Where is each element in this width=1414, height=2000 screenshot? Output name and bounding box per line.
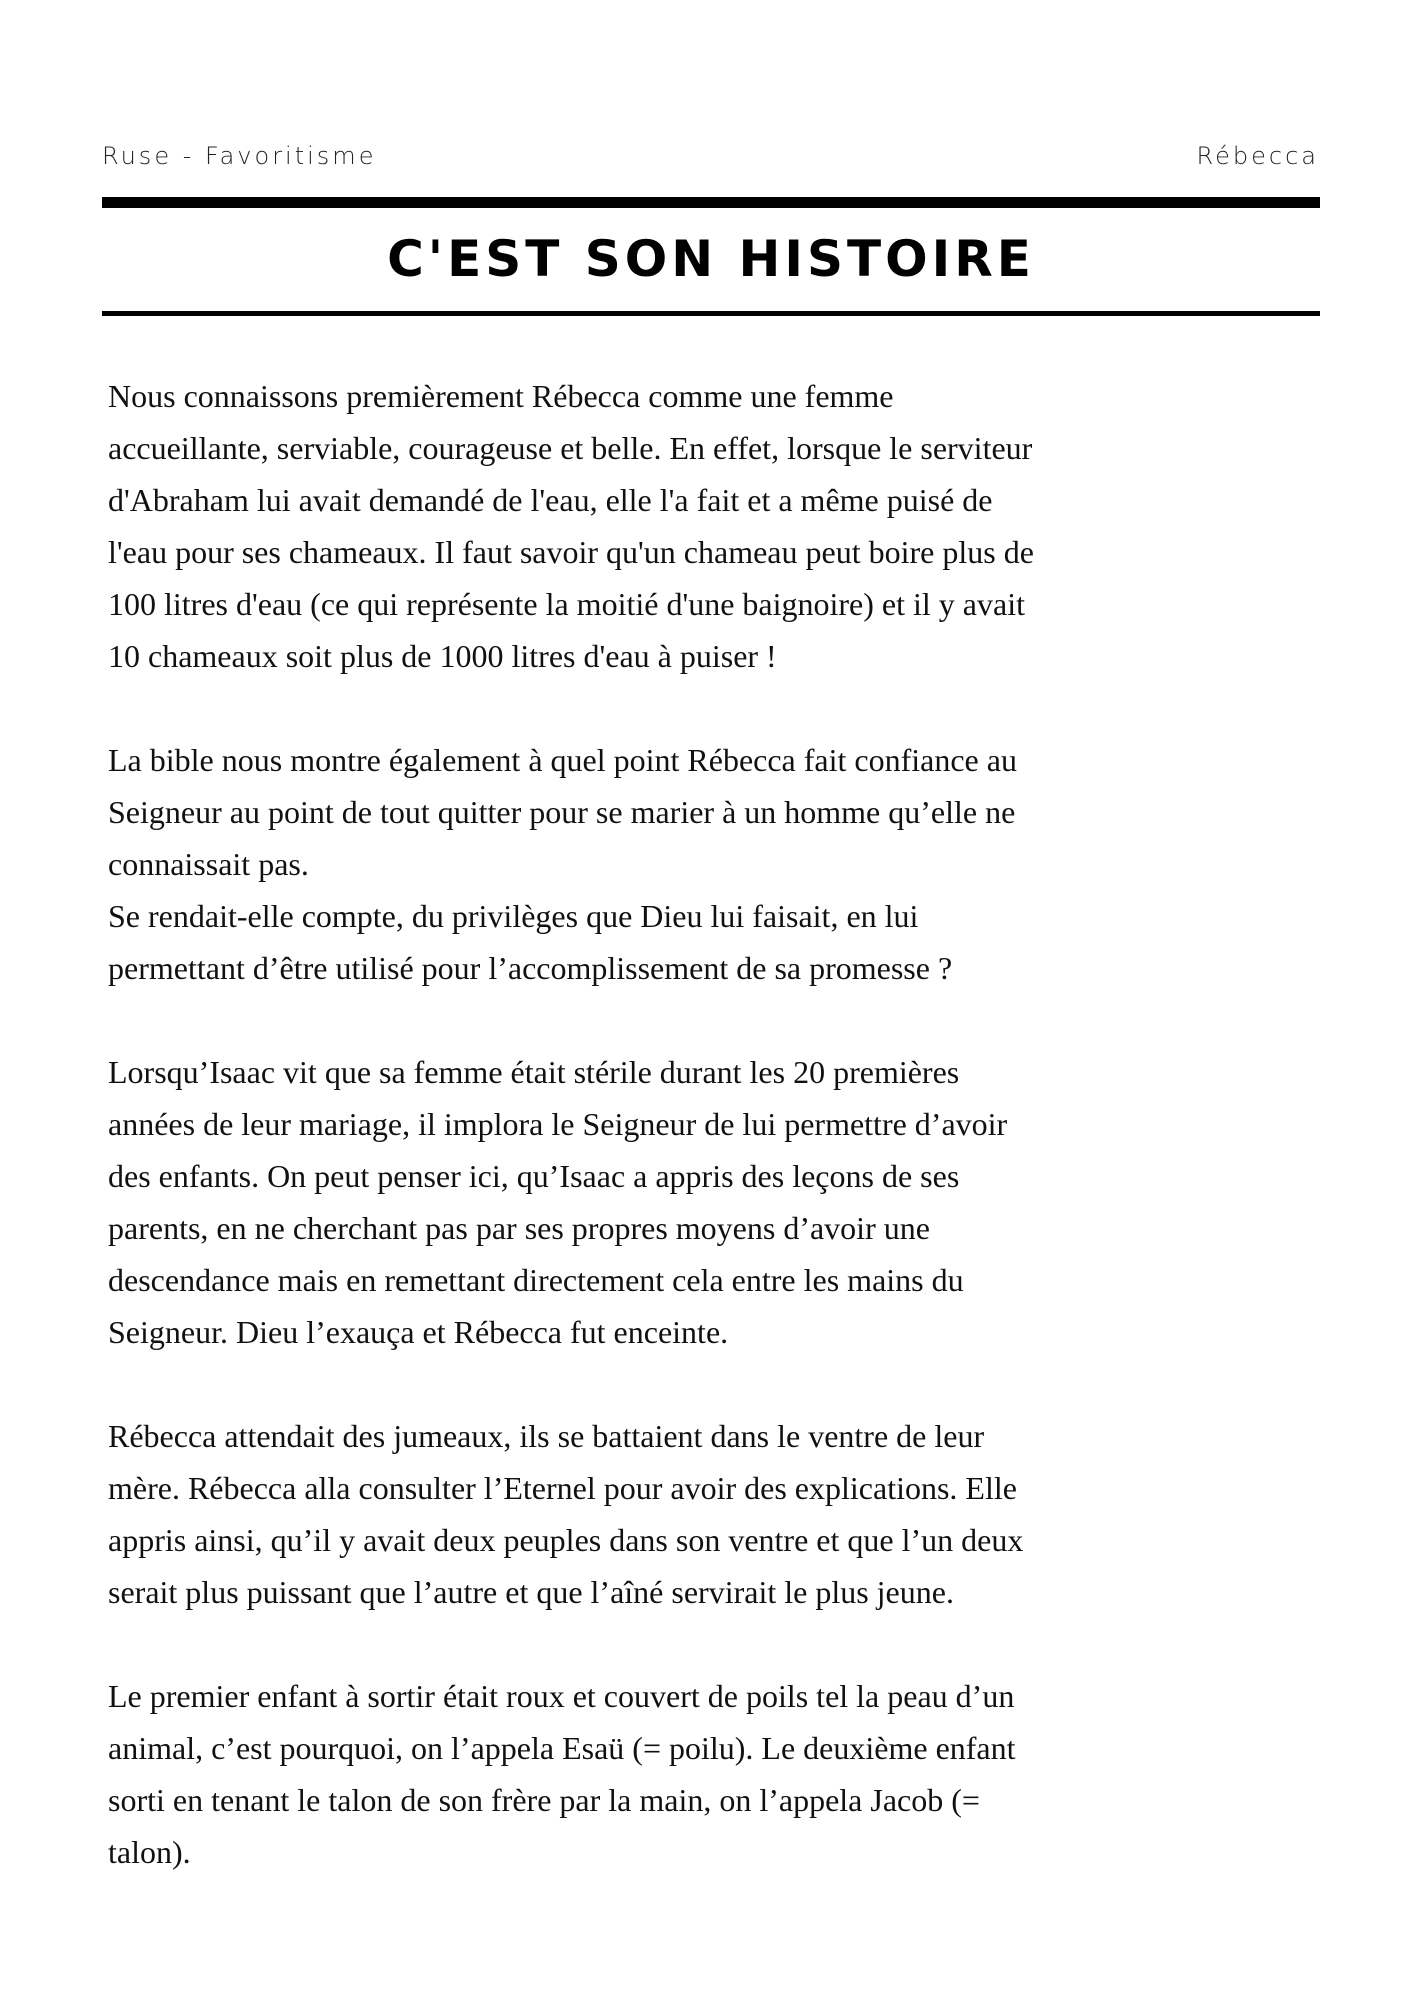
text-line: Se rendait-elle compte, du privilèges que Dieu lui faisait, en lui [108,898,919,934]
paragraph [108,1670,1338,1878]
text-line: sorti en tenant le talon de son frère par la main, on l’appela Jacob (= [108,1782,980,1818]
text-line: des enfants. On peut penser ici, qu’Isaac a appris des leçons de ses [108,1158,960,1194]
paragraph [108,1046,1338,1358]
text-line: animal, c’est pourquoi, on l’appela Esaü (= poilu). Le deuxième enfant [108,1730,1016,1766]
text-line: appris ainsi, qu’il y avait deux peuples dans son ventre et que l’un deux [108,1522,1024,1558]
text-line: années de leur mariage, il implora le Seigneur de lui permettre d’avoir [108,1106,1008,1142]
body-text [108,370,1338,1930]
text-line: Nous connaissons premièrement Rébecca comme une femme [108,378,894,414]
text-line: Rébecca attendait des jumeaux, ils se battaient dans le ventre de leur [108,1418,985,1454]
page-title: C'EST SON HISTOIRE [387,230,1035,288]
text-line: descendance mais en remettant directement cela entre les mains du [108,1262,964,1298]
header-character: Rébecca [1196,142,1319,170]
text-line: accueillante, serviable, courageuse et belle. En effet, lorsque le serviteur [108,430,1033,466]
text-line: Lorsqu’Isaac vit que sa femme était stérile durant les 20 premières [108,1054,960,1090]
text-line: serait plus puissant que l’autre et que l’aîné servirait le plus jeune. [108,1574,954,1610]
text-line: mère. Rébecca alla consulter l’Eternel pour avoir des explications. Elle [108,1470,1017,1506]
text-line: l'eau pour ses chameaux. Il faut savoir qu'un chameau peut boire plus de [108,534,1034,570]
text-line: talon). [108,1834,191,1870]
text-line: d'Abraham lui avait demandé de l'eau, elle l'a fait et a même puisé de [108,482,993,518]
text-line: 100 litres d'eau (ce qui représente la moitié d'une baignoire) et il y avait [108,586,1025,622]
header-topic: Ruse - Favoritisme [102,142,377,170]
paragraph [108,734,1338,994]
text-line: Seigneur au point de tout quitter pour se marier à un homme qu’elle ne [108,794,1016,830]
text-line: connaissait pas. [108,846,309,882]
top-divider [102,197,1320,208]
text-line: 10 chameaux soit plus de 1000 litres d'eau à puiser ! [108,638,777,674]
text-line: Seigneur. Dieu l’exauça et Rébecca fut enceinte. [108,1314,729,1350]
title-divider [102,311,1320,316]
text-line: Le premier enfant à sortir était roux et couvert de poils tel la peau d’un [108,1678,1015,1714]
text-line: parents, en ne cherchant pas par ses propres moyens d’avoir une [108,1210,930,1246]
text-line: La bible nous montre également à quel point Rébecca fait confiance au [108,742,1017,778]
text-line: permettant d’être utilisé pour l’accomplissement de sa promesse ? [108,950,953,986]
paragraph [108,370,1338,682]
paragraph [108,1410,1338,1618]
